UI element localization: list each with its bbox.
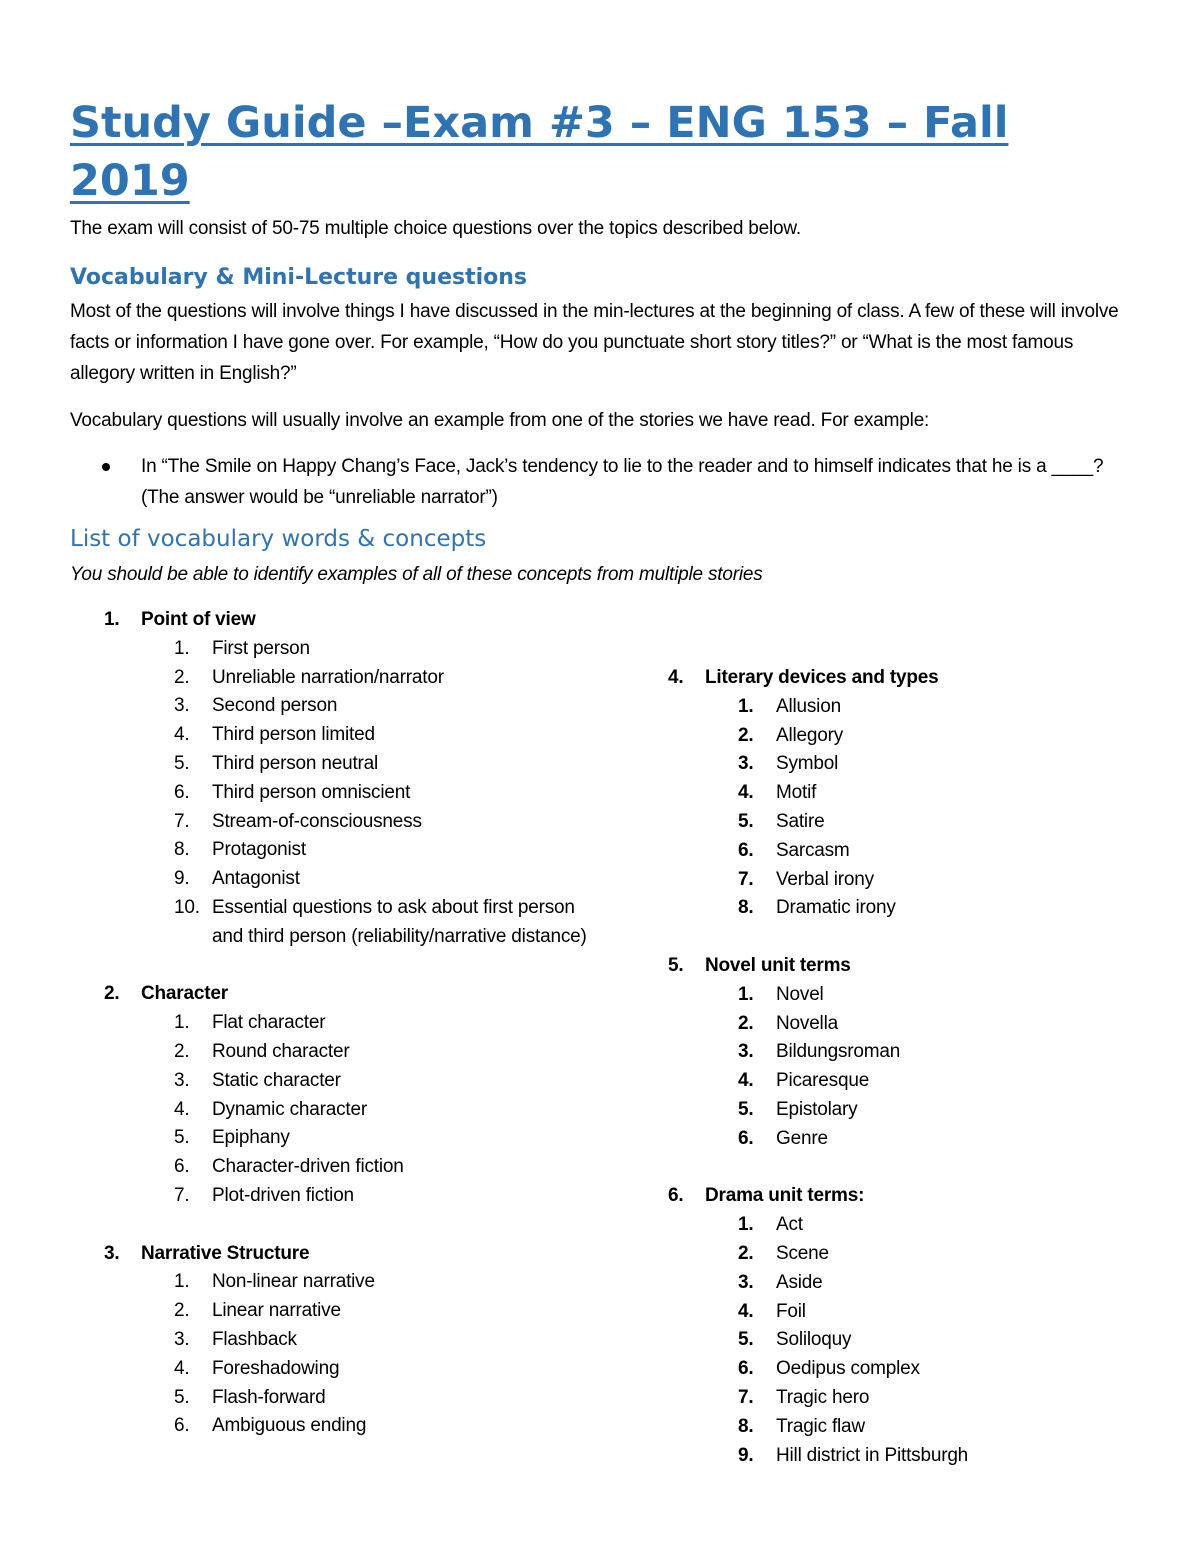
- item-number: 4.: [738, 1070, 754, 1092]
- list-item: [668, 1442, 1168, 1471]
- section-number: 4.: [668, 667, 684, 688]
- right-column-list: [668, 664, 1168, 1499]
- item-number: 5.: [174, 752, 190, 774]
- list-item: [104, 664, 604, 693]
- list-item: [668, 981, 1168, 1010]
- item-number: 3.: [174, 1069, 190, 1091]
- list-item: [104, 1268, 604, 1297]
- list-item: [668, 1096, 1168, 1125]
- item-text: Satire: [776, 810, 825, 832]
- item-text: Stream-of-consciousness: [212, 810, 422, 832]
- item-text: Plot-driven fiction: [212, 1184, 354, 1206]
- section-number: 5.: [668, 954, 684, 976]
- intro-text: The exam will consist of 50-75 multiple choice questions over the topics described below.: [70, 218, 801, 239]
- item-text: Act: [776, 1214, 803, 1236]
- item-text: Symbol: [776, 753, 839, 775]
- list-item: [104, 1124, 604, 1153]
- vocab-paragraph-2: Vocabulary questions will usually involve an example from one of the stories we have read. For example:: [70, 410, 930, 431]
- list-item: [668, 1038, 1168, 1067]
- item-text: Second person: [212, 695, 338, 717]
- section-title: Novel unit terms: [705, 954, 851, 976]
- page-title: Study Guide –Exam #3 – ENG 153 – Fall 2019: [70, 98, 1009, 206]
- item-number: 1.: [738, 983, 754, 1005]
- list-item: [668, 1211, 1168, 1240]
- section-item-list: [104, 1268, 604, 1441]
- item-number: 2.: [738, 1012, 754, 1034]
- item-number: 6.: [738, 839, 754, 861]
- item-text: Genre: [776, 1127, 828, 1149]
- item-text: Foreshadowing: [212, 1357, 340, 1379]
- list-item: [104, 1009, 604, 1038]
- item-number: 2.: [174, 1040, 190, 1062]
- item-number: 5.: [738, 1329, 754, 1351]
- item-text: First person: [212, 637, 310, 659]
- item-text: Oedipus complex: [776, 1358, 920, 1380]
- item-number: 1.: [738, 1214, 754, 1236]
- item-number: 4.: [738, 1300, 754, 1322]
- item-text: Essential questions to ask about first person and third person (reliability/narrative distance): [212, 896, 587, 947]
- item-number: 2.: [738, 724, 754, 746]
- list-item: [668, 722, 1168, 751]
- item-number: 5.: [174, 1386, 190, 1408]
- list-item: [104, 750, 604, 779]
- list-item: [668, 1384, 1168, 1413]
- section-title: Drama unit terms:: [705, 1185, 865, 1207]
- list-item: [668, 837, 1168, 866]
- list-item: [668, 1326, 1168, 1355]
- section-number: 2.: [104, 983, 120, 1005]
- item-text: Antagonist: [212, 868, 300, 890]
- item-text: Ambiguous ending: [212, 1415, 367, 1437]
- item-number: 8.: [174, 839, 190, 861]
- item-number: 9.: [738, 1444, 754, 1466]
- item-text: Non-linear narrative: [212, 1271, 375, 1293]
- list-item: [104, 779, 604, 808]
- example-bullet-list: [102, 451, 1132, 513]
- item-text: Sarcasm: [776, 839, 850, 861]
- vocab-heading: Vocabulary & Mini-Lecture questions: [70, 265, 528, 290]
- item-text: Third person omniscient: [212, 781, 411, 803]
- item-text: Soliloquy: [776, 1329, 852, 1351]
- list-item: [104, 1153, 604, 1182]
- section-heading: [104, 980, 604, 1009]
- item-text: Novel: [776, 983, 824, 1005]
- item-number: 3.: [738, 753, 754, 775]
- item-number: 4.: [174, 724, 190, 746]
- section-block: [104, 1240, 604, 1442]
- item-number: 7.: [174, 810, 190, 832]
- list-item: [104, 865, 604, 894]
- item-number: 6.: [174, 781, 190, 803]
- section-number: 6.: [668, 1185, 684, 1207]
- item-number: 5.: [174, 1127, 190, 1149]
- list-heading: List of vocabulary words & concepts: [70, 526, 487, 552]
- item-number: 7.: [738, 1386, 754, 1408]
- item-text: Tragic hero: [776, 1386, 870, 1408]
- list-item: [668, 750, 1168, 779]
- item-text: Round character: [212, 1040, 350, 1062]
- list-item: [104, 721, 604, 750]
- list-item: [668, 693, 1168, 722]
- list-item: [104, 1297, 604, 1326]
- item-number: 8.: [738, 897, 754, 919]
- item-text: Tragic flaw: [776, 1415, 865, 1437]
- item-number: 3.: [174, 1328, 190, 1350]
- section-heading: [668, 1182, 1168, 1211]
- item-text: Static character: [212, 1069, 341, 1091]
- section-heading: [668, 952, 1168, 981]
- section-item-list: [104, 1009, 604, 1211]
- item-number: 10.: [174, 896, 200, 918]
- list-item: [104, 808, 604, 837]
- item-number: 1.: [174, 1271, 190, 1293]
- section-item-list: [668, 693, 1168, 923]
- item-number: 6.: [738, 1127, 754, 1149]
- section-heading: [104, 606, 604, 635]
- list-item: [104, 836, 604, 865]
- item-text: Scene: [776, 1242, 829, 1264]
- list-item: [668, 1355, 1168, 1384]
- item-number: 3.: [174, 695, 190, 717]
- section-number: 3.: [104, 1242, 120, 1264]
- list-item: [104, 1355, 604, 1384]
- item-text: Linear narrative: [212, 1300, 341, 1322]
- list-item: [104, 1038, 604, 1067]
- list-item: [668, 1413, 1168, 1442]
- item-number: 6.: [174, 1415, 190, 1437]
- list-item: [104, 1326, 604, 1355]
- item-number: 5.: [738, 1098, 754, 1120]
- section-number: 1.: [104, 609, 120, 630]
- list-item: [104, 692, 604, 721]
- vocab-paragraph-1: Most of the questions will involve things I have discussed in the min-lectures at the beginning of class. A few of these will involve facts or information I have gone over. For example, “How do you punctuate short story titles?” or “What is the most famous allegory written in English?”: [70, 301, 1119, 384]
- item-text: Aside: [776, 1271, 823, 1293]
- list-item: [104, 1067, 604, 1096]
- item-text: Third person neutral: [212, 752, 379, 774]
- item-number: 4.: [738, 782, 754, 804]
- section-item-list: [104, 635, 604, 952]
- list-item: [104, 1384, 604, 1413]
- item-text: Picaresque: [776, 1070, 870, 1092]
- item-number: 2.: [174, 1300, 190, 1322]
- item-text: Dramatic irony: [776, 897, 896, 919]
- list-note: You should be able to identify examples of all of these concepts from multiple stories: [70, 564, 763, 585]
- example-bullet-text: In “The Smile on Happy Chang’s Face, Jack’s tendency to lie to the reader and to himself indicates that he is a ____? (The answer would be “unreliable narrator”): [141, 456, 1104, 508]
- example-bullet-item: [102, 451, 1132, 513]
- item-text: Novella: [776, 1012, 838, 1034]
- item-number: 2.: [738, 1242, 754, 1264]
- item-text: Dynamic character: [212, 1098, 367, 1120]
- list-item: [668, 808, 1168, 837]
- section-title: Narrative Structure: [141, 1242, 310, 1264]
- section-heading: [668, 664, 1168, 693]
- item-number: 3.: [738, 1041, 754, 1063]
- list-item: [668, 779, 1168, 808]
- list-item: [104, 1182, 604, 1211]
- section-block: [668, 1182, 1168, 1470]
- item-number: 1.: [174, 637, 190, 659]
- section-title: Point of view: [141, 609, 256, 630]
- item-number: 1.: [738, 695, 754, 717]
- item-number: 9.: [174, 868, 190, 890]
- item-text: Allusion: [776, 695, 841, 717]
- list-item: [104, 1096, 604, 1125]
- item-text: Unreliable narration/narrator: [212, 666, 444, 688]
- item-number: 1.: [174, 1012, 190, 1034]
- bullet-icon: [102, 463, 110, 471]
- list-item: [668, 1125, 1168, 1154]
- item-number: 7.: [174, 1184, 190, 1206]
- item-number: 2.: [174, 666, 190, 688]
- item-text: Allegory: [776, 724, 844, 746]
- item-number: 8.: [738, 1415, 754, 1437]
- section-item-list: [668, 981, 1168, 1154]
- item-text: Flat character: [212, 1012, 326, 1034]
- list-item: [668, 1067, 1168, 1096]
- item-text: Character-driven fiction: [212, 1156, 404, 1178]
- item-number: 4.: [174, 1357, 190, 1379]
- section-block: [104, 606, 604, 952]
- item-text: Hill district in Pittsburgh: [776, 1444, 969, 1466]
- item-text: Foil: [776, 1300, 806, 1322]
- item-number: 6.: [174, 1156, 190, 1178]
- item-text: Motif: [776, 782, 817, 804]
- section-item-list: [668, 1211, 1168, 1470]
- section-title: Literary devices and types: [705, 667, 939, 688]
- item-number: 6.: [738, 1358, 754, 1380]
- item-number: 4.: [174, 1098, 190, 1120]
- item-text: Third person limited: [212, 724, 375, 746]
- item-number: 5.: [738, 810, 754, 832]
- section-block: [668, 664, 1168, 923]
- section-heading: [104, 1240, 604, 1269]
- section-title: Character: [141, 983, 228, 1005]
- list-item: [668, 1240, 1168, 1269]
- list-item: [104, 635, 604, 664]
- item-text: Epiphany: [212, 1127, 290, 1149]
- list-item: [668, 866, 1168, 895]
- section-block: [104, 980, 604, 1210]
- item-text: Flash-forward: [212, 1386, 326, 1408]
- section-block: [668, 952, 1168, 1154]
- item-text: Epistolary: [776, 1098, 858, 1120]
- list-item: [668, 1298, 1168, 1327]
- list-item: [104, 1412, 604, 1441]
- item-text: Bildungsroman: [776, 1041, 901, 1063]
- item-text: Verbal irony: [776, 868, 874, 890]
- item-text: Flashback: [212, 1328, 297, 1350]
- list-item: [668, 1010, 1168, 1039]
- list-item: [104, 894, 604, 952]
- list-item: [668, 1269, 1168, 1298]
- item-number: 7.: [738, 868, 754, 890]
- item-text: Protagonist: [212, 839, 306, 861]
- list-item: [668, 894, 1168, 923]
- item-number: 3.: [738, 1271, 754, 1293]
- left-column-list: [104, 606, 604, 1470]
